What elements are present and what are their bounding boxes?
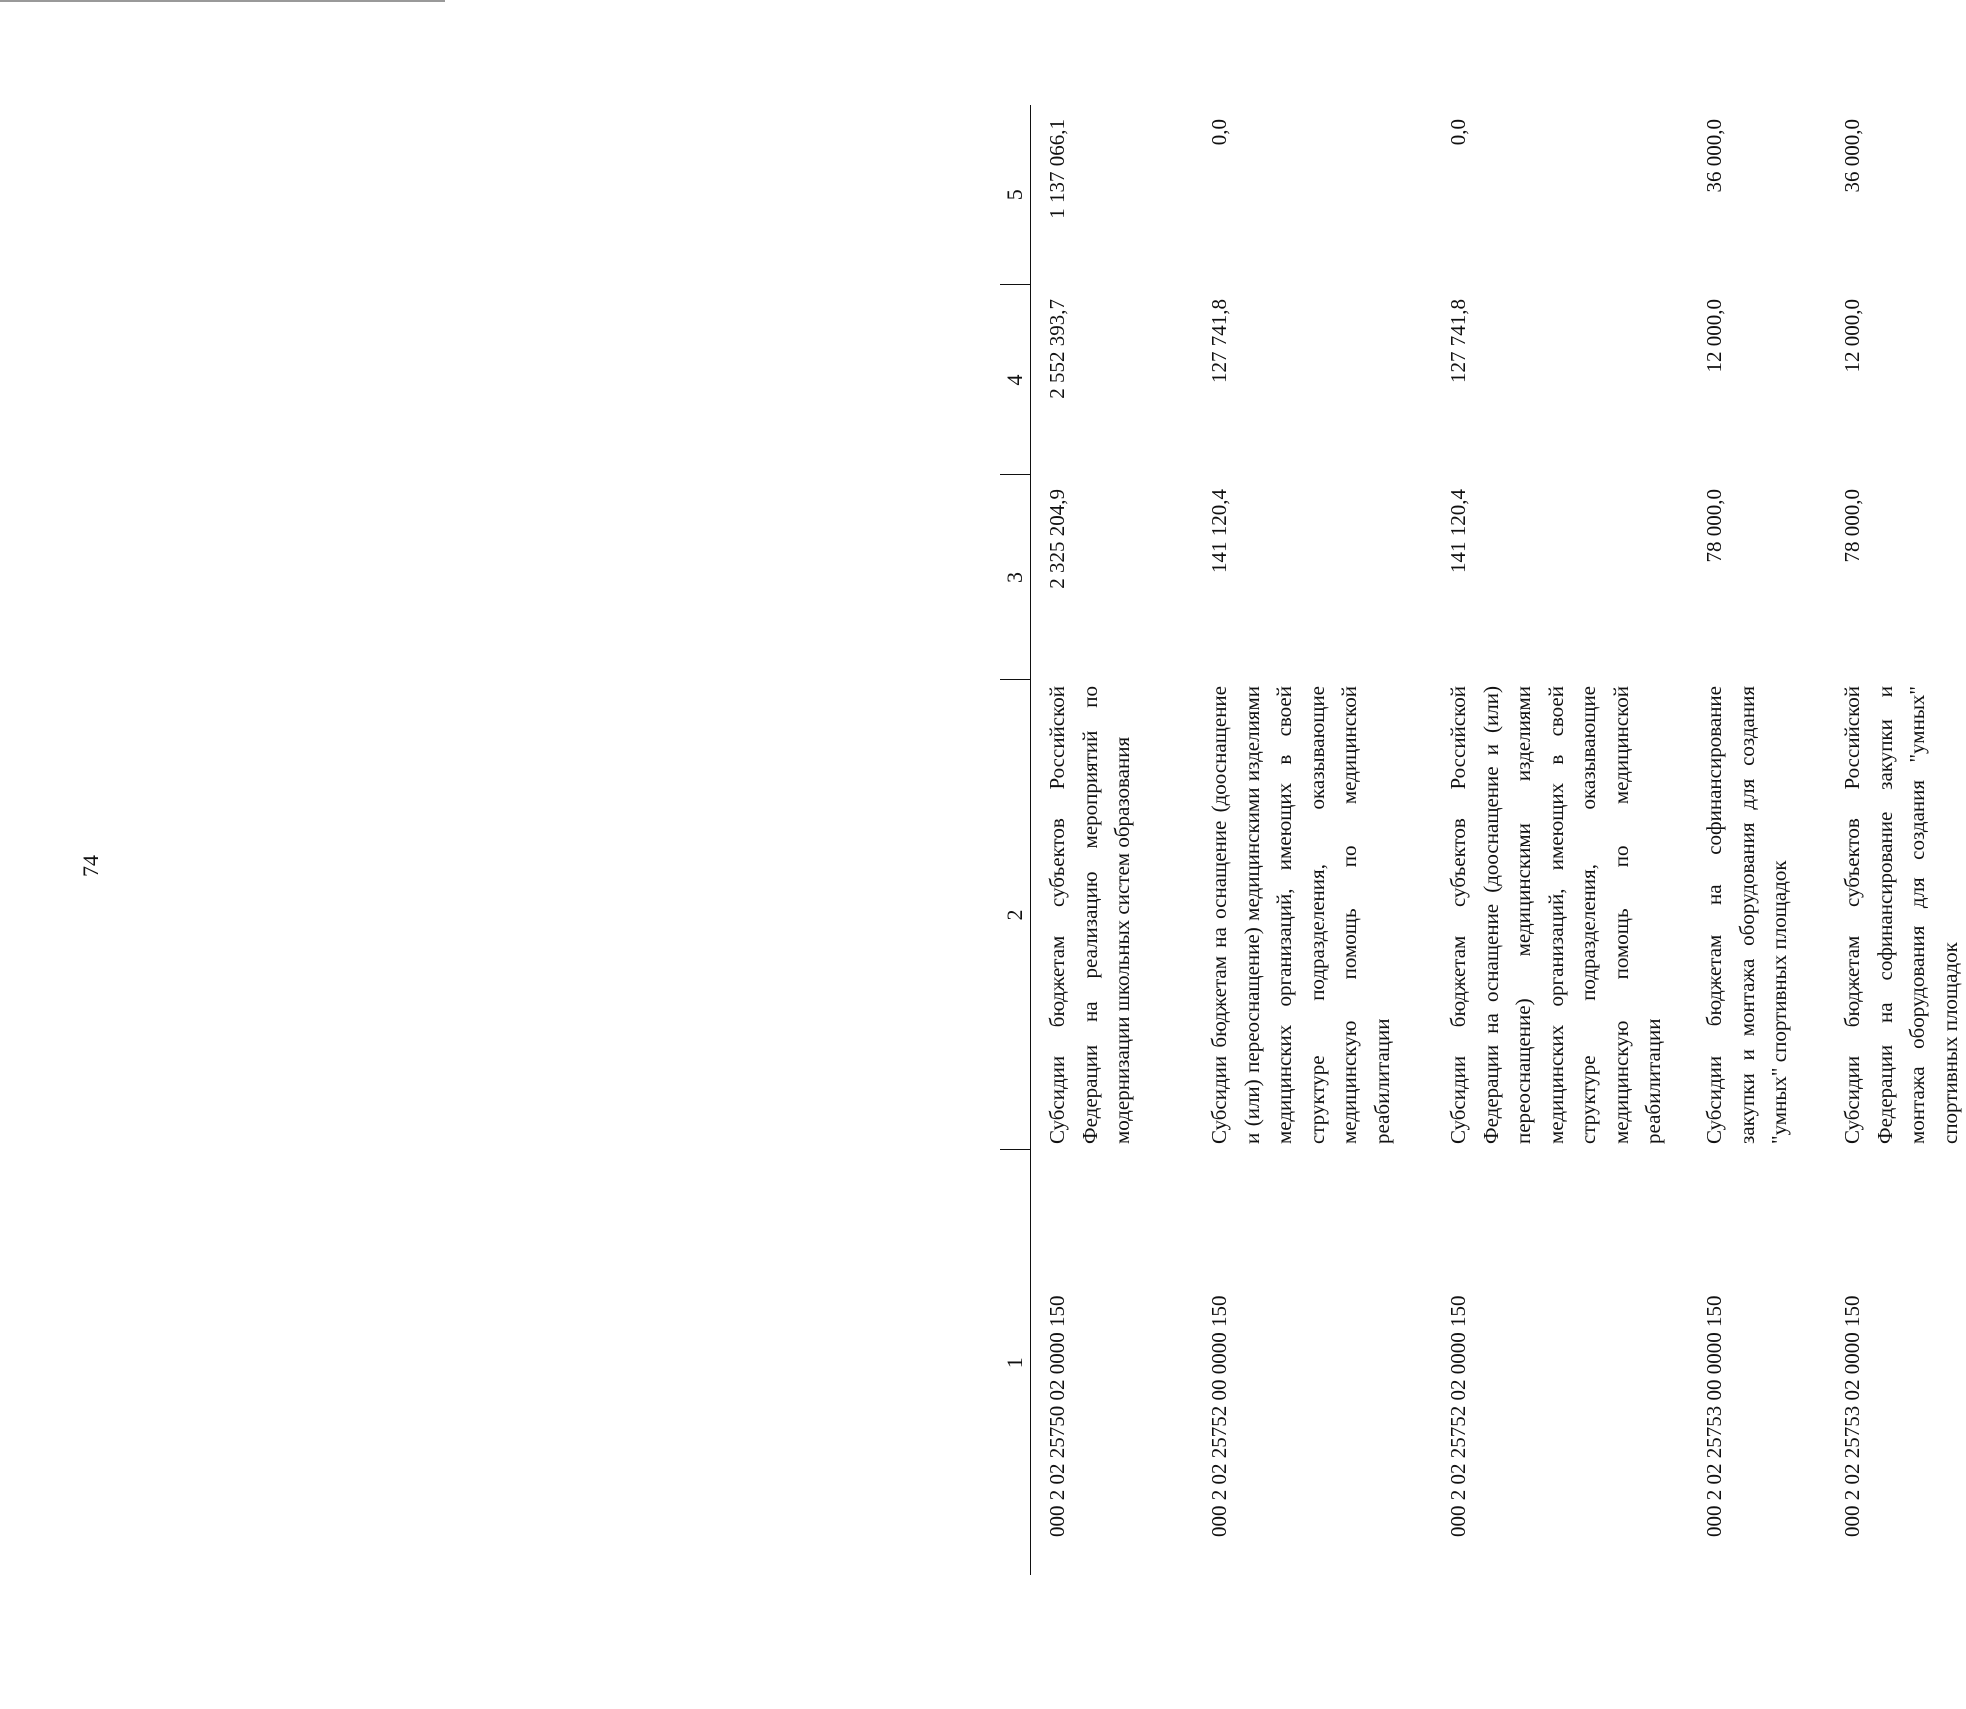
column-header-4: 4 <box>1000 285 1031 475</box>
amount-col4: 12 000,0 <box>1840 299 1864 373</box>
amount-col5: 36 000,0 <box>1702 119 1726 193</box>
scan-edge-line <box>0 0 445 2</box>
amount-col4: 127 741,8 <box>1446 299 1470 383</box>
budget-code: 000 2 02 25752 02 0000 150 <box>1446 1295 1470 1537</box>
budget-code: 000 2 02 25752 00 0000 150 <box>1207 1295 1231 1537</box>
budget-code: 000 2 02 25750 02 0000 150 <box>1045 1295 1069 1537</box>
table-header-row <box>1000 105 1031 1575</box>
description: Субсидии бюджетам на софинансирование закупки и монтажа оборудования для создания "умных" спортивных площадок <box>1702 686 1791 1144</box>
table-row <box>1193 105 1432 1575</box>
description: Субсидии бюджетам субъектов Российской Федерации на софинансирование закупки и монтажа оборудования для создания "умных" спортивных площадок <box>1840 686 1962 1144</box>
amount-col3: 78 000,0 <box>1840 489 1864 563</box>
amount-col5: 1 137 066,1 <box>1045 119 1069 219</box>
table-row <box>1432 105 1688 1575</box>
amount-col3: 141 120,4 <box>1207 489 1231 573</box>
table-row <box>1031 105 1194 1575</box>
page-number: 74 <box>78 855 103 877</box>
description: Субсидии бюджетам субъектов Российской Федерации на реализацию мероприятий по модернизации школьных систем образования <box>1045 686 1134 1144</box>
column-header-2: 2 <box>1000 680 1031 1150</box>
amount-col3: 78 000,0 <box>1702 489 1726 563</box>
description: Субсидии бюджетам на оснащение (дооснащение и (или) переоснащение) медицинскими изделиями медицинских организаций, имеющих в своей структуре подразделения, оказывающие медицинскую помощь по медицинской реабилитации <box>1207 686 1394 1144</box>
table-row <box>1688 105 1826 1575</box>
amount-col5: 36 000,0 <box>1840 119 1864 193</box>
amount-col5: 0,0 <box>1446 119 1470 146</box>
budget-code: 000 2 02 25753 02 0000 150 <box>1840 1295 1864 1537</box>
column-header-5: 5 <box>1000 105 1031 285</box>
column-header-1: 1 <box>1000 1150 1031 1575</box>
rotated-page-content <box>1000 105 1962 1575</box>
amount-col5: 0,0 <box>1207 119 1231 146</box>
amount-col4: 12 000,0 <box>1702 299 1726 373</box>
column-header-3: 3 <box>1000 475 1031 680</box>
description: Субсидии бюджетам субъектов Российской Федерации на оснащение (дооснащение и (или) переоснащение) медицинскими изделиями медицинских организаций, имеющих в своей структуре подразделения, оказывающие медицинскую помощь по медицинской реабилитации <box>1446 686 1665 1144</box>
table-row <box>1826 105 1966 1575</box>
amount-col3: 141 120,4 <box>1446 489 1470 573</box>
budget-table <box>1000 105 1966 1575</box>
budget-code: 000 2 02 25753 00 0000 150 <box>1702 1295 1726 1537</box>
amount-col4: 2 552 393,7 <box>1045 299 1069 399</box>
amount-col4: 127 741,8 <box>1207 299 1231 383</box>
amount-col3: 2 325 204,9 <box>1045 489 1069 589</box>
